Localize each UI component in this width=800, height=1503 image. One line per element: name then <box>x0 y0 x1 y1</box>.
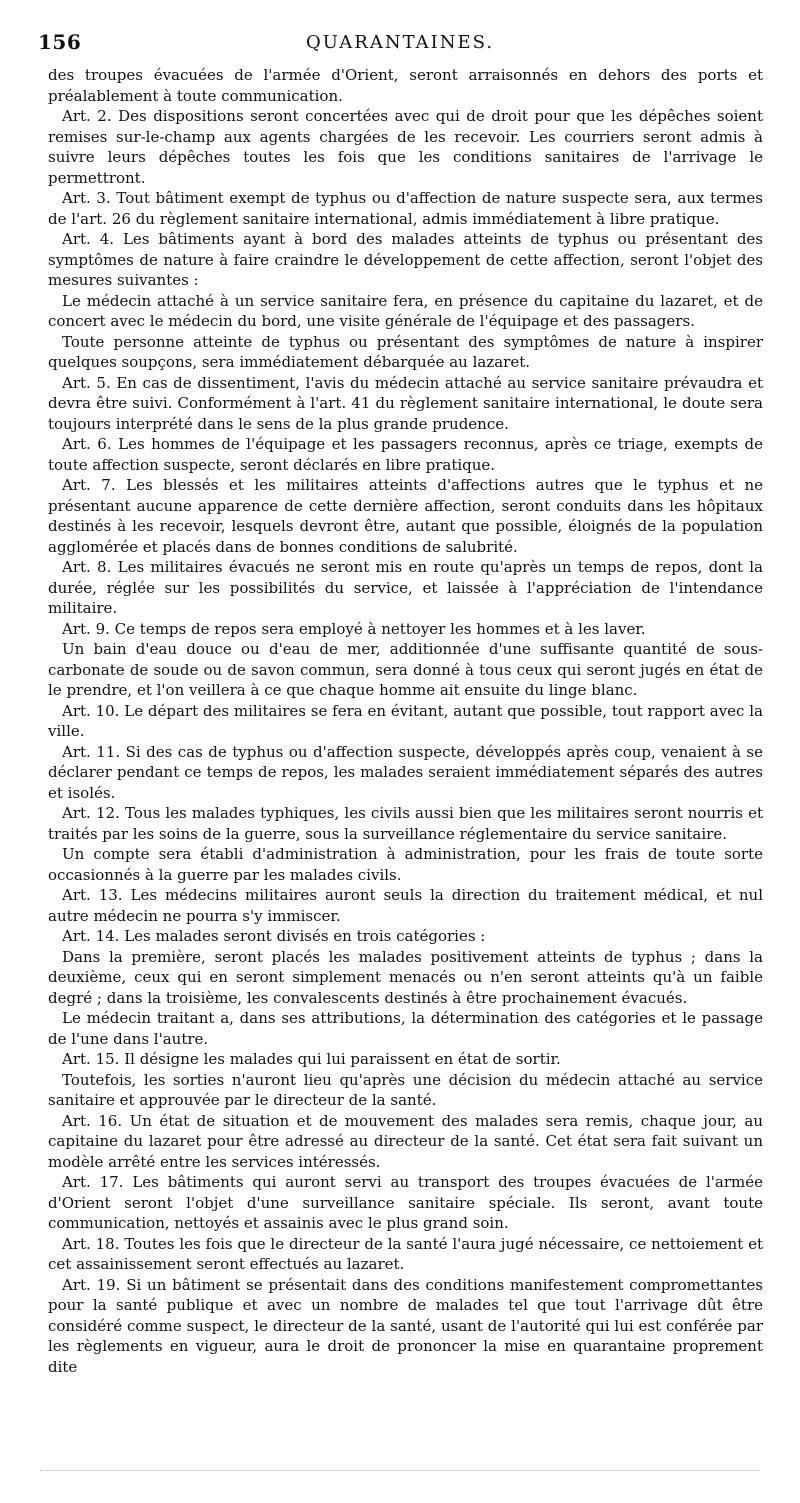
body-text <box>48 65 763 1410</box>
paragraph-text: Les médecins militaires auront seuls la direction du traitement médical, et nul autre médecin ne pourra s'y immiscer. <box>48 886 764 925</box>
article-label: Art. 6. <box>62 435 112 453</box>
article-paragraph <box>48 1049 763 1070</box>
article-label: Art. 11. <box>62 742 121 761</box>
article-paragraph <box>48 106 763 188</box>
article-paragraph <box>48 885 763 926</box>
article-label: Art. 16. <box>62 1111 123 1130</box>
article-paragraph <box>48 373 763 435</box>
article-paragraph <box>48 1172 763 1234</box>
paragraph-text: Il désigne les malades qui lui paraissent en état de sortir. <box>124 1050 561 1068</box>
paragraph-text: Un bain d'eau douce ou d'eau de mer, additionnée d'une suffisante quantité de sous-carbonate de soude ou de savon commun, sera donné à tous ceux qui seront jugés en état de le prendre, et l'on veillera à ce que chaque homme ait ensuite du linge blanc. <box>48 640 763 699</box>
paragraph <box>48 332 763 373</box>
article-label: Art. 2. <box>62 107 112 125</box>
article-label: Art. 12. <box>62 804 120 822</box>
paragraph-text: Le départ des militaires se fera en évitant, autant que possible, tout rapport avec la ville. <box>48 701 763 740</box>
paragraph <box>48 1008 763 1049</box>
article-label: Art. 15. <box>62 1050 120 1068</box>
article-label: Art. 13. <box>62 886 123 904</box>
article-paragraph <box>48 742 763 804</box>
paragraph-text: En cas de dissentiment, l'avis du médecin attaché au service sanitaire prévaudra et devra être suivi. Conformément à l'art. 41 du règlement sanitaire international, le doute sera toujours interprété dans le sens de la plus grande prudence. <box>48 373 763 433</box>
paragraph-text: Dans la première, seront placés les malades positivement atteints de typhus ; dans la deuxième, ceux qui en seront simplement menacés ou n'en seront atteints qu'à un faible degré ; dans la troisième, les convalescents destinés à être prochainement évacués. <box>48 947 763 1007</box>
paragraph-text: Les blessés et les militaires atteints d'affections autres que le typhus et ne présentant aucune apparence de cette dernière affection, seront conduits dans les hôpitaux destinés à les recevoir, lesquels devront être, autant que possible, éloignés de la population agglomérée et placés dans de bonnes conditions de salubrité. <box>48 476 763 556</box>
paragraph-text: Les bâtiments ayant à bord des malades atteints de typhus ou présentant des symptômes de nature à faire craindre le développement de cette affection, seront l'objet des mesures suivantes : <box>48 230 763 289</box>
paragraph <box>48 65 763 106</box>
paragraph-text: Toutefois, les sorties n'auront lieu qu'après une décision du médecin attaché au service sanitaire et approuvée par le directeur de la santé. <box>48 1070 763 1109</box>
article-paragraph <box>48 557 763 619</box>
page-footer-rule <box>40 1470 760 1472</box>
article-paragraph <box>48 619 763 640</box>
article-paragraph <box>48 1111 763 1173</box>
page-header <box>38 30 762 62</box>
article-paragraph <box>48 1275 763 1378</box>
paragraph-text: Les militaires évacués ne seront mis en route qu'après un temps de repos, dont la durée, réglée sur les possibilités du service, et laissée à l'appréciation de l'intendance militaire. <box>48 558 763 617</box>
paragraph <box>48 1070 763 1111</box>
article-paragraph <box>48 701 763 742</box>
paragraph-text: Tous les malades typhiques, les civils aussi bien que les militaires seront nourris et traités par les soins de la guerre, sous la surveillance réglementaire du service sanitaire. <box>48 804 764 843</box>
article-paragraph <box>48 229 763 291</box>
article-label: Art. 18. <box>62 1234 120 1253</box>
paragraph-text: Toutes les fois que le directeur de la santé l'aura jugé nécessaire, ce nettoiement et cet assainissement seront effectués au lazaret. <box>48 1234 763 1273</box>
paragraph-text: Les malades seront divisés en trois catégories : <box>124 927 486 945</box>
paragraph-text: Tout bâtiment exempt de typhus ou d'affection de nature suspecte sera, aux termes de l'art. 26 du règlement sanitaire international, admis immédiatement à libre pratique. <box>48 189 763 228</box>
paragraph-text: des troupes évacuées de l'armée d'Orient, seront arraisonnés en dehors des ports et préalablement à toute communication. <box>48 66 763 105</box>
article-paragraph <box>48 434 763 475</box>
article-label: Art. 9. <box>62 619 110 638</box>
article-label: Art. 8. <box>62 558 112 576</box>
paragraph <box>48 291 763 332</box>
paragraph-text: Toute personne atteinte de typhus ou présentant des symptômes de nature à inspirer quelques soupçons, sera immédiatement débarquée au lazaret. <box>48 332 763 371</box>
article-label: Art. 14. <box>62 927 120 945</box>
article-paragraph <box>48 803 763 844</box>
paragraph <box>48 844 763 885</box>
paragraph-text: Si un bâtiment se présentait dans des conditions manifestement compromettantes pour la santé publique et avec un nombre de malades tel que tout l'arrivage dût être considéré comme suspect, le directeur de la santé, usant de l'autorité qui lui est conférée par les règlements en vigueur, aura le droit de prononcer la mise en quarantaine proprement dite <box>48 1275 764 1376</box>
paragraph-text: Le médecin traitant a, dans ses attributions, la détermination des catégories et le passage de l'une dans l'autre. <box>48 1009 763 1048</box>
page-number: 156 <box>38 30 82 54</box>
article-paragraph <box>48 1234 763 1275</box>
paragraph-text: Un état de situation et de mouvement des malades sera remis, chaque jour, au capitaine du lazaret pour être adressé au directeur de la santé. Cet état sera fait suivant un modèle arrêté entre les services intéressés. <box>48 1111 763 1171</box>
article-label: Art. 19. <box>62 1275 121 1294</box>
article-label: Art. 10. <box>62 701 120 720</box>
article-label: Art. 5. <box>62 373 111 392</box>
paragraph-text: Des dispositions seront concertées avec qui de droit pour que les dépêches soient remises sur-le-champ aux agents chargées de les recevoir. Les courriers seront admis à suivre leurs dépêches toutes les fois que les conditions sanitaires de l'arrivage le permettront. <box>48 107 763 187</box>
paragraph-text: Ce temps de repos sera employé à nettoyer les hommes et à les laver. <box>114 619 646 638</box>
running-title: QUARANTAINES. <box>305 32 495 53</box>
paragraph <box>48 947 763 1009</box>
article-paragraph <box>48 475 763 557</box>
paragraph-text: Si des cas de typhus ou d'affection suspecte, développés après coup, venaient à se déclarer pendant ce temps de repos, les malades seraient immédiatement séparés des autres et isolés. <box>48 742 763 802</box>
article-paragraph <box>48 926 763 947</box>
article-label: Art. 17. <box>62 1173 124 1191</box>
article-label: Art. 4. <box>62 230 115 248</box>
article-label: Art. 3. <box>62 189 111 207</box>
paragraph-text: Un compte sera établi d'administration à administration, pour les frais de toute sorte occasionnés à la guerre par les malades civils. <box>48 845 763 884</box>
paragraph-text: Les hommes de l'équipage et les passagers reconnus, après ce triage, exempts de toute affection suspecte, seront déclarés en libre pratique. <box>48 435 763 474</box>
article-paragraph <box>48 188 763 229</box>
paragraph-text: Les bâtiments qui auront servi au transport des troupes évacuées de l'armée d'Orient seront l'objet d'une surveillance sanitaire spéciale. Ils seront, avant toute communication, nettoyés et assainis avec le plus grand soin. <box>48 1173 763 1232</box>
paragraph <box>48 639 763 701</box>
paragraph-text: Le médecin attaché à un service sanitaire fera, en présence du capitaine du lazaret, et de concert avec le médecin du bord, une visite générale de l'équipage et des passagers. <box>48 291 763 330</box>
article-label: Art. 7. <box>62 476 116 494</box>
